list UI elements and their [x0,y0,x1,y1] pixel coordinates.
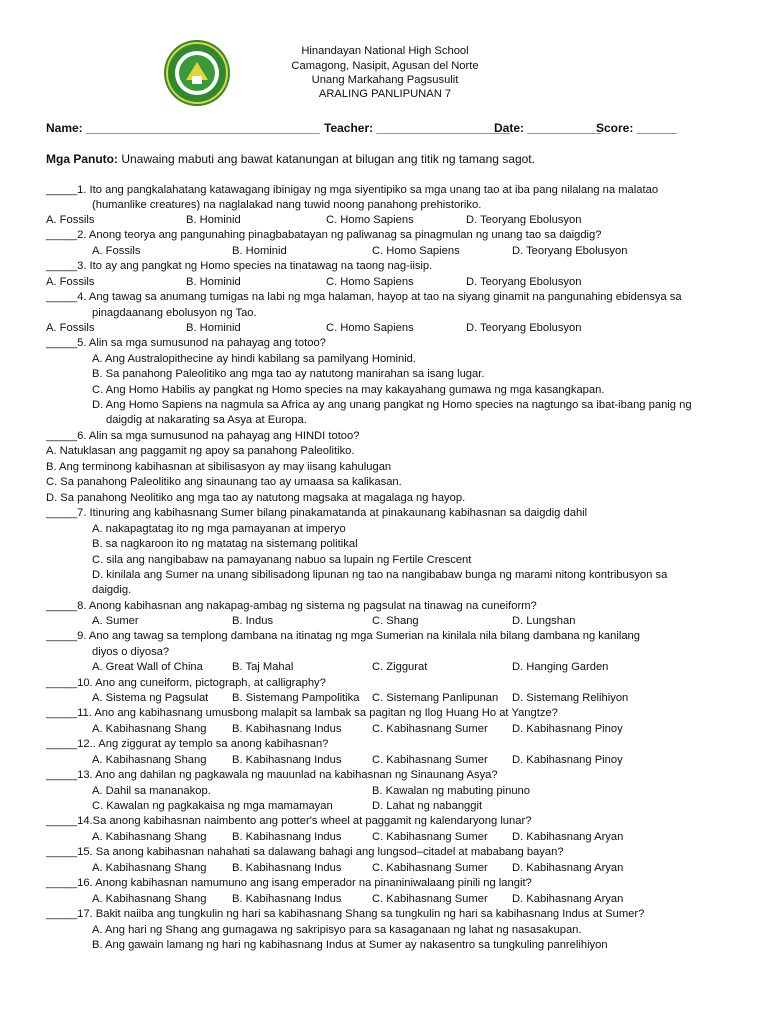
option-d[interactable]: D. Teoryang Ebolusyon [466,322,582,334]
option-b[interactable]: B. Kabihasnang Indus [232,723,342,735]
option-a[interactable]: A. Fossils [46,276,95,288]
option-a[interactable]: A. Kabihasnang Shang [92,862,207,874]
question-16-options [92,892,724,907]
question-4: _____4. Ang tawag sa anumang tumigas na labi ng mga halaman, hayop at tao na siyang ginamit na pangunahing ebidensya sa [46,291,682,303]
option-b[interactable]: B. Sistemang Pampolitika [232,692,360,704]
option-c[interactable]: C. sila ang nangibabaw na pamayanang nabuo sa lupain ng Fertile Crescent [92,554,472,566]
option-a[interactable]: A. Ang hari ng Shang ang gumagawa ng sakripisyo para sa kasaganaan ng lahat ng nasasakupan. [92,924,582,936]
option-b[interactable]: B. Taj Mahal [232,661,294,673]
option-a[interactable]: A. Great Wall of China [92,661,203,673]
question-16: _____16. Anong kabihasnan namumuno ang isang emperador na pinaniniwalaang pinili ng langit? [46,877,532,889]
option-d[interactable]: D. Kabihasnang Pinoy [512,723,623,735]
option-b[interactable]: B. Ang gawain lamang ng hari ng kabihasnang Indus at Sumer ay nakasentro sa tungkuling panrelihiyon [92,939,608,951]
option-d[interactable]: D. Teoryang Ebolusyon [466,276,582,288]
score-field: Score: ______ [596,121,677,135]
option-b[interactable]: B. Sa panahong Paleolitiko ang mga tao ay natutong manirahan sa isang lugar. [92,368,485,380]
school-name: Hinandayan National High School [301,45,469,57]
date-field: Date: ___________ [494,121,601,135]
question-11: _____11. Ano ang kabihasnang umusbong malapit sa lambak sa pagitan ng Ilog Huang Ho at Yangtze? [46,707,558,719]
question-2-options [92,244,724,259]
option-c[interactable]: C. Sa panahong Paleolitiko ang sinaunang tao ay umaasa sa kalikasan. [46,476,402,488]
option-c[interactable]: C. Kawalan ng pagkakaisa ng mga mamamayan [92,800,333,812]
option-b[interactable]: B. Kabihasnang Indus [232,893,342,905]
option-a[interactable]: A. Sistema ng Pagsulat [92,692,209,704]
question-3: _____3. Ito ay ang pangkat ng Homo species na tinatawag na taong nag-iisip. [46,260,433,272]
school-address: Camagong, Nasipit, Agusan del Norte [291,60,479,72]
option-b[interactable]: B. Hominid [186,276,241,288]
option-c[interactable]: C. Homo Sapiens [326,276,414,288]
question-6: _____6. Alin sa mga sumusunod na pahayag ang HINDI totoo? [46,430,360,442]
option-a[interactable]: A. Ang Australopithecine ay hindi kabilang sa pamilyang Hominid. [92,353,417,365]
question-1: _____1. Ito ang pangkalahatang katawagang ibinigay ng mga siyentipiko sa mga unang tao at iba pang nilalang na malatao [46,184,659,196]
option-c[interactable]: C. Kabihasnang Sumer [372,831,488,843]
option-c[interactable]: C. Kabihasnang Sumer [372,723,488,735]
question-7: _____7. Itinuring ang kabihasnang Sumer bilang pinakamatanda at pinakaunang kabihasnan sa daigdig dahil [46,507,588,519]
option-a[interactable]: A. Kabihasnang Shang [92,754,207,766]
option-c[interactable]: C. Homo Sapiens [372,245,460,257]
question-14: _____14.Sa anong kabihasnan naimbento ang potter's wheel at paggamit ng kalendaryong lunar? [46,815,532,827]
name-field: Name: ___________________________________ [46,121,320,135]
option-c[interactable]: C. Shang [372,615,419,627]
question-8: _____8. Anong kabihasnan ang nakapag-ambag ng sistema ng pagsulat na tinawag na cuneiform? [46,600,537,612]
option-a[interactable]: A. Kabihasnang Shang [92,831,207,843]
option-b[interactable]: B. Indus [232,615,274,627]
exam-title: Unang Markahang Pagsusulit [311,74,459,86]
option-a[interactable]: A. Natuklasan ang paggamit ng apoy sa panahong Paleolitiko. [46,445,355,457]
option-a[interactable]: A. Kabihasnang Shang [92,893,207,905]
option-d[interactable]: D. Hanging Garden [512,661,609,673]
option-b[interactable]: B. Ang terminong kabihasnan at sibilisasyon ay may iisang kahulugan [46,461,392,473]
option-d[interactable]: D. Kabihasnang Aryan [512,893,624,905]
option-d[interactable]: D. Teoryang Ebolusyon [512,245,628,257]
option-d[interactable]: D. Kabihasnang Pinoy [512,754,623,766]
option-b[interactable]: B. Kabihasnang Indus [232,831,342,843]
option-b[interactable]: B. Kabihasnang Indus [232,862,342,874]
option-d[interactable]: D. Sistemang Relihiyon [512,692,629,704]
question-1-cont: (humanlike creatures) na naglalakad nang tuwid noong panahong prehistoriko. [92,199,482,211]
option-b[interactable]: B. Kawalan ng mabuting pinuno [372,785,530,797]
question-13: _____13. Ano ang dahilan ng pagkawala ng mauunlad na kabihasnan ng Sinaunang Asya? [46,769,498,781]
question-15-options [92,861,724,876]
instructions-text: Unawaing mabuti ang bawat katanungan at bilugan ang titik ng tamang sagot. [118,152,535,166]
question-12-options [92,753,724,768]
question-14-options [92,830,724,845]
teacher-field: Teacher: ____________________ [324,121,510,135]
option-c[interactable]: C. Ang Homo Habilis ay pangkat ng Homo species na may kakayahang gumawa ng mga kasangkapan. [92,384,605,396]
question-10: _____10. Ano ang cuneiform, pictograph, at calligraphy? [46,677,326,689]
question-3-options [46,275,724,290]
option-a[interactable]: A. Sumer [92,615,139,627]
option-d[interactable]: D. Kabihasnang Aryan [512,862,624,874]
option-b[interactable]: B. sa nagkaroon ito ng matatag na sistemang politikal [92,538,358,550]
option-d[interactable]: D. Sa panahong Neolitiko ang mga tao ay natutong magsaka at magalaga ng hayop. [46,492,466,504]
question-15: _____15. Sa anong kabihasnan nahahati sa dalawang bahagi ang lungsod–citadel at mababang bayan? [46,846,564,858]
question-5: _____5. Alin sa mga sumusunod na pahayag ang totoo? [46,337,326,349]
option-d[interactable]: D. Lungshan [512,615,576,627]
subject-title: ARALING PANLIPUNAN 7 [318,88,452,100]
option-d[interactable]: D. Ang Homo Sapiens na nagmula sa Africa ay ang unang pangkat ng Homo species na nagtungo sa ibat-ibang panig ng [92,399,692,411]
option-b[interactable]: B. Hominid [232,245,287,257]
question-1-options [46,213,724,228]
option-d[interactable]: D. Teoryang Ebolusyon [466,214,582,226]
option-c[interactable]: C. Kabihasnang Sumer [372,754,488,766]
question-17: _____17. Bakit naiiba ang tungkulin ng hari sa kabihasnang Shang sa tungkulin ng hari sa kabihasnang Indus at Sumer? [46,908,645,920]
option-a[interactable]: A. Fossils [92,245,141,257]
question-2: _____2. Anong teorya ang pangunahing pinagbabatayan ng paliwanag sa pinagmulan ng unang tao sa daigdig? [46,229,602,241]
option-b[interactable]: B. Kabihasnang Indus [232,754,342,766]
option-a[interactable]: A. Fossils [46,322,95,334]
question-13-options-row1 [92,784,724,799]
option-d[interactable]: D. Lahat ng nabanggit [372,800,483,812]
option-c[interactable]: C. Homo Sapiens [326,214,414,226]
question-4-cont: pinagdaanang ebolusyon ng Tao. [92,307,257,319]
instructions-label: Mga Panuto: [46,152,118,166]
question-13-options-row2 [92,799,724,814]
option-c[interactable]: C. Ziggurat [372,661,428,673]
instructions [46,152,535,166]
option-d-cont: daigdig at nakarating sa Asya at Europa. [106,414,307,426]
question-8-options [92,614,724,629]
option-b[interactable]: B. Hominid [186,322,241,334]
option-d[interactable]: D. kinilala ang Sumer na unang sibilisadong lipunan ng tao na nangibabaw bunga ng marami nitong kontribusyon sa [92,569,668,581]
question-10-options [92,691,724,706]
student-info-line [46,121,728,137]
option-c[interactable]: C. Kabihasnang Sumer [372,893,488,905]
question-9: _____9. Ano ang tawag sa templong dambana na itinatag ng mga Sumerian na kinilala nila bilang dambana ng kanilang [46,630,640,642]
option-c[interactable]: C. Sistemang Panlipunan [372,692,499,704]
option-d[interactable]: D. Kabihasnang Aryan [512,831,624,843]
question-9-options [92,660,724,675]
option-c[interactable]: C. Homo Sapiens [326,322,414,334]
option-a[interactable]: A. Dahil sa mananakop. [92,785,211,797]
option-a[interactable]: A. Fossils [46,214,95,226]
school-seal-logo [162,38,232,108]
option-d-cont: daigdig. [92,584,132,596]
option-c[interactable]: C. Kabihasnang Sumer [372,862,488,874]
question-12: _____12.. Ang ziggurat ay templo sa anong kabihasnan? [46,738,329,750]
option-a[interactable]: A. nakapagtatag ito ng mga pamayanan at imperyo [92,523,346,535]
question-4-options [46,321,724,336]
question-9-cont: diyos o diyosa? [92,646,170,658]
option-a[interactable]: A. Kabihasnang Shang [92,723,207,735]
question-11-options [92,722,724,737]
option-b[interactable]: B. Hominid [186,214,241,226]
